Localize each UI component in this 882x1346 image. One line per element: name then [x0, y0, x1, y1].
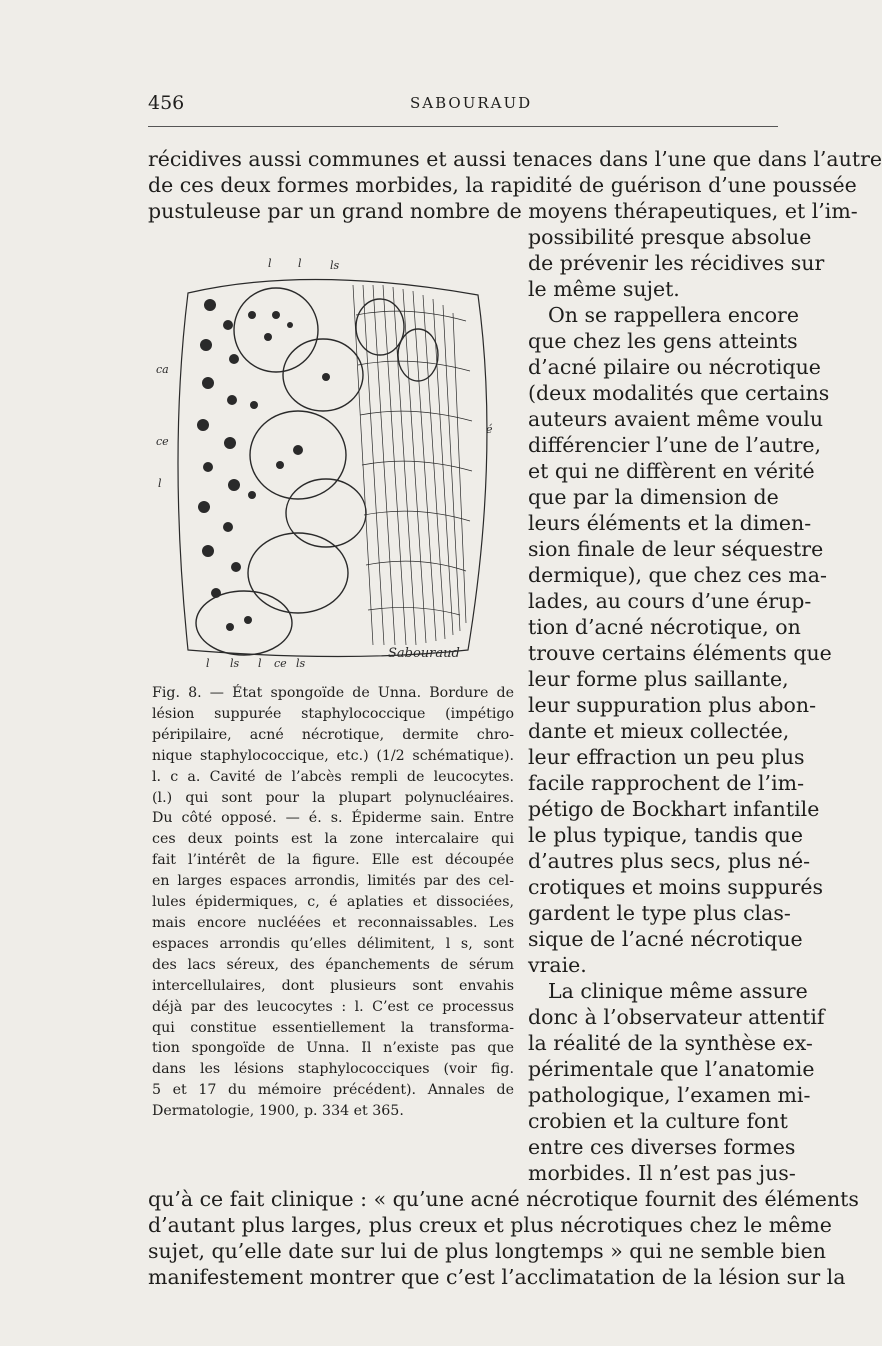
body-line: d’acné pilaire ou nécrotique	[528, 355, 821, 379]
body-line: que chez les gens atteints	[528, 329, 798, 353]
body-line: pustuleuse par un grand nombre de moyens thérapeutiques, et l’im-	[148, 199, 858, 223]
caption-line: tion spongoïde de Unna. Il n’existe pas que	[152, 1040, 514, 1057]
body-line: de ces deux formes morbides, la rapidité de guérison d’une poussée	[148, 173, 857, 197]
body-line: le plus typique, tandis que	[528, 823, 803, 847]
serous-lakes	[196, 288, 438, 655]
caption-line: ces deux points est la zone intercalaire qui	[152, 831, 514, 848]
figure-caption	[152, 683, 514, 1122]
caption-line: fait l’intérêt de la figure. Elle est découpée	[152, 852, 514, 869]
body-line: et qui ne diffèrent en vérité	[528, 459, 815, 483]
page-header	[148, 92, 778, 116]
figure-label-ca: ca	[156, 363, 169, 376]
body-line: On se rappellera encore	[548, 303, 799, 327]
body-line: entre ces diverses formes	[528, 1135, 796, 1159]
body-line: d’autant plus larges, plus creux et plus nécrotiques chez le même	[148, 1213, 832, 1237]
figure-label-l: l	[298, 257, 302, 270]
caption-line: l. c a. Cavité de l’abcès rempli de leucocytes.	[152, 768, 514, 785]
caption-line: dans les lésions staphylococciques (voir fig.	[152, 1061, 514, 1078]
epidermis-hatching	[353, 285, 472, 645]
body-line: qu’à ce fait clinique : « qu’une acné nécrotique fournit des éléments	[148, 1187, 859, 1211]
body-line: morbides. Il n’est pas jus-	[528, 1161, 796, 1185]
caption-line: en larges espaces arrondis, limités par des cel-	[152, 873, 514, 890]
body-line: que par la dimension de	[528, 485, 779, 509]
caption-line: (l.) qui sont pour la plupart polynucléaires.	[152, 789, 514, 806]
caption-line: espaces arrondis qu’elles délimitent, l s, sont	[152, 935, 514, 952]
figure-label-ce: ce	[274, 657, 287, 670]
caption-line: lules épidermiques, c, é aplaties et dissociées,	[152, 894, 514, 911]
body-line: sique de l’acné nécrotique	[528, 927, 803, 951]
figure-spongoid-illustration	[148, 255, 518, 680]
body-line: possibilité presque absolue	[528, 225, 812, 249]
caption-line: qui constitue essentiellement la transforma-	[152, 1019, 514, 1036]
leucocytes	[197, 299, 330, 631]
caption-line: Fig. 8. — État spongoïde de Unna. Bordure de	[152, 685, 514, 701]
body-line: crotiques et moins suppurés	[528, 875, 823, 899]
body-line: vraie.	[528, 953, 587, 977]
body-line: récidives aussi communes et aussi tenaces dans l’une que dans l’autre	[148, 147, 882, 171]
body-line: donc à l’observateur attentif	[528, 1005, 825, 1029]
body-line: sujet, qu’elle date sur lui de plus longtemps » qui ne semble bien	[148, 1239, 826, 1263]
body-line: de prévenir les récidives sur	[528, 251, 825, 275]
figure-label-l: l	[206, 657, 210, 670]
body-line: sion finale de leur séquestre	[528, 537, 824, 561]
body-line: lades, au cours d’une érup-	[528, 589, 812, 613]
figure-label-ce: ce	[156, 435, 169, 448]
caption-line: des lacs séreux, des épanchements de sérum	[152, 956, 514, 973]
body-line: le même sujet.	[528, 277, 680, 301]
body-line: trouve certains éléments que	[528, 641, 832, 665]
body-line: pathologique, l’examen mi-	[528, 1083, 811, 1107]
body-line: leur effraction un peu plus	[528, 745, 805, 769]
body-line: gardent le type plus clas-	[528, 901, 791, 925]
caption-line: péripilaire, acné nécrotique, dermite chro-	[152, 726, 514, 743]
body-line: d’autres plus secs, plus né-	[528, 849, 811, 873]
body-line: la réalité de la synthèse ex-	[528, 1031, 813, 1055]
figure-label-e: é	[486, 423, 493, 436]
figure-label-l: l	[268, 257, 272, 270]
header-rule	[148, 126, 778, 127]
body-line: auteurs avaient même voulu	[528, 407, 824, 431]
body-line: La clinique même assure	[548, 979, 808, 1003]
histology-drawing	[148, 255, 518, 680]
body-line: leur suppuration plus abon-	[528, 693, 816, 717]
body-line: pétigo de Bockhart infantile	[528, 797, 820, 821]
body-line: tion d’acné nécrotique, on	[528, 615, 801, 639]
figure-label-ls: ls	[330, 259, 340, 272]
caption-line: Du côté opposé. — é. s. Épiderme sain. Entre	[152, 810, 514, 827]
body-line: différencier l’une de l’autre,	[528, 433, 822, 457]
body-line: périmentale que l’anatomie	[528, 1057, 815, 1081]
body-line: dermique), que chez ces ma-	[528, 563, 827, 587]
caption-line: lésion suppurée staphylococcique (impétigo	[152, 705, 514, 722]
body-line: crobien et la culture font	[528, 1109, 788, 1133]
caption-line: mais encore nucléées et reconnaissables. Les	[152, 914, 514, 931]
body-line: leur forme plus saillante,	[528, 667, 789, 691]
caption-line: intercellulaires, dont plusieurs sont envahis	[152, 977, 514, 994]
body-line: manifestement montrer que c’est l’acclimatation de la lésion sur la	[148, 1265, 846, 1289]
lesion-outline	[178, 279, 487, 656]
running-title: SABOURAUD	[410, 94, 533, 112]
body-line: (deux modalités que certains	[528, 381, 830, 405]
figure-label-l: l	[158, 477, 162, 490]
figure-label-ls: ls	[230, 657, 240, 670]
body-line: dante et mieux collectée,	[528, 719, 790, 743]
artist-signature: Sabouraud	[388, 646, 460, 661]
caption-line: 5 et 17 du mémoire précédent). Annales de	[152, 1082, 514, 1099]
caption-line: nique staphylococcique, etc.) (1/2 schématique).	[152, 747, 514, 764]
body-line: facile rapprochent de l’im-	[528, 771, 804, 795]
caption-line: déjà par des leucocytes : l. C’est ce processus	[152, 998, 514, 1015]
body-line: leurs éléments et la dimen-	[528, 511, 812, 535]
figure-label-l: l	[258, 657, 262, 670]
figure-label-ls: ls	[296, 657, 306, 670]
page-number: 456	[148, 92, 185, 114]
caption-line: Dermatologie, 1900, p. 334 et 365.	[152, 1103, 404, 1120]
